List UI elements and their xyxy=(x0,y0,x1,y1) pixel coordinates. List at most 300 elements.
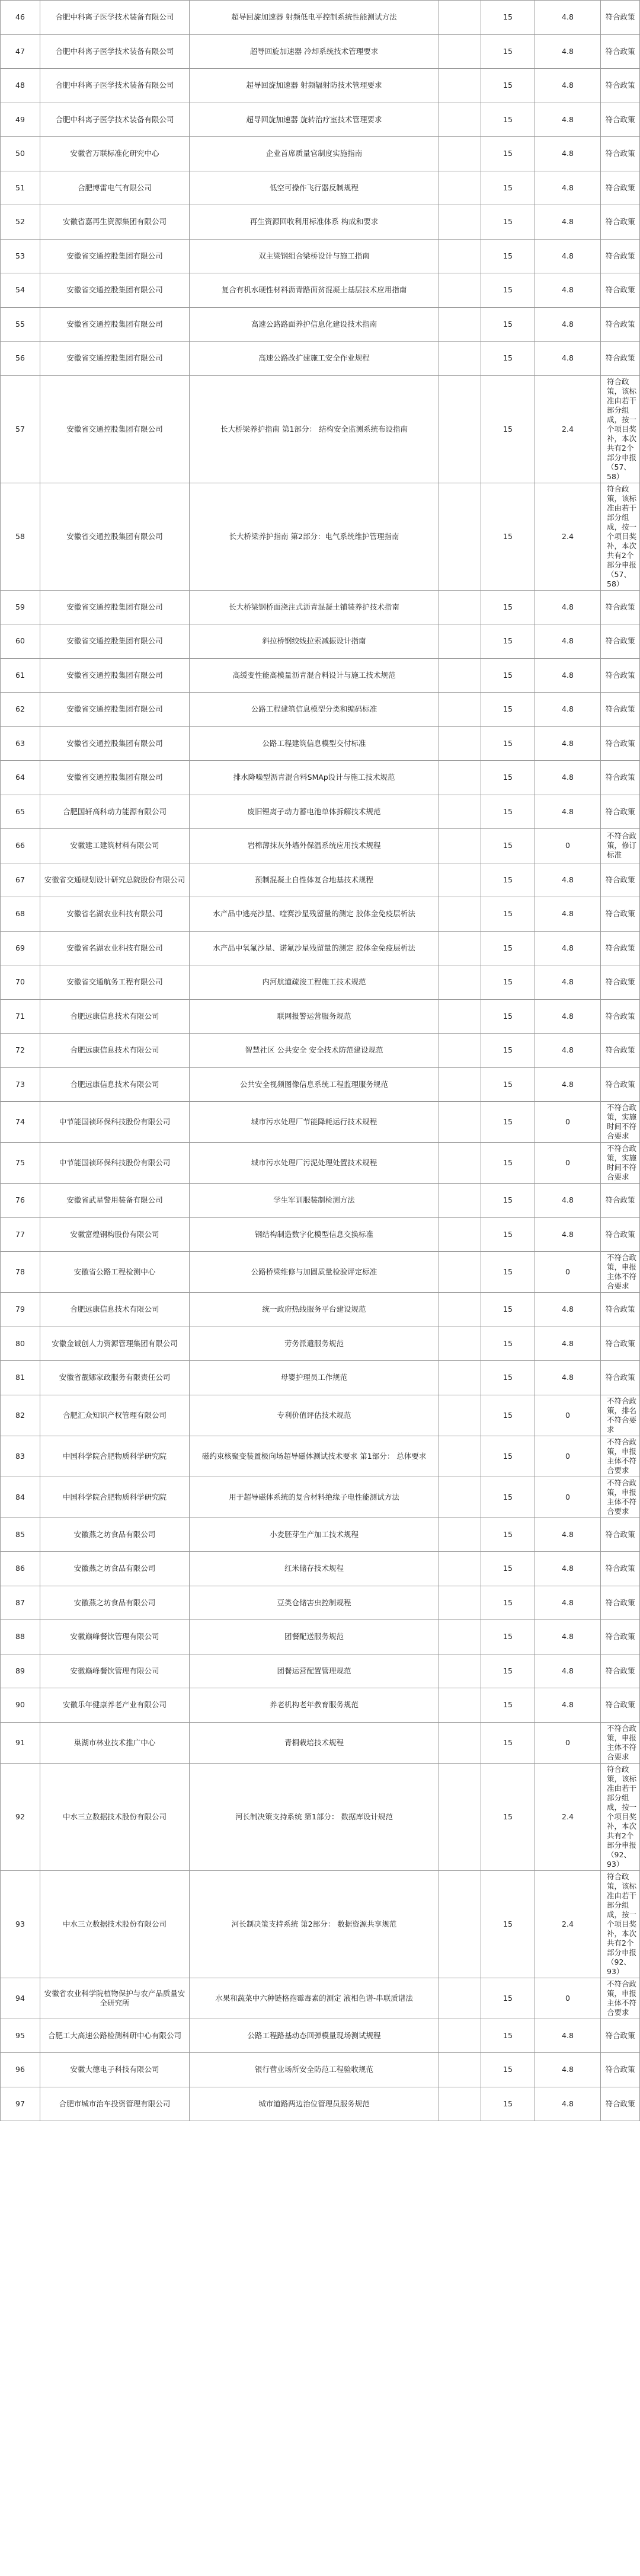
score-cell: 4.8 xyxy=(535,1293,601,1327)
row-number: 74 xyxy=(1,1102,40,1143)
score-cell: 0 xyxy=(535,1252,601,1293)
score-cell: 4.8 xyxy=(535,1,601,35)
score-cell: 4.8 xyxy=(535,205,601,240)
blank-cell xyxy=(439,1102,481,1143)
row-number: 97 xyxy=(1,2087,40,2121)
result-cell: 不符合政策，实施时间不符合要求 xyxy=(601,1143,640,1184)
years-cell: 15 xyxy=(481,1395,535,1436)
result-cell: 符合政策 xyxy=(601,1184,640,1218)
blank-cell xyxy=(439,171,481,205)
row-number: 61 xyxy=(1,658,40,693)
result-cell: 符合政策 xyxy=(601,1688,640,1723)
result-cell: 符合政策 xyxy=(601,624,640,659)
table-row xyxy=(1,1,640,35)
years-cell: 15 xyxy=(481,307,535,342)
years-cell: 15 xyxy=(481,375,535,483)
table-row xyxy=(1,1870,640,1978)
blank-cell xyxy=(439,795,481,829)
result-cell: 不符合政策，申报主体不符合要求 xyxy=(601,1978,640,2019)
org-cell: 安徽省名湖农业科技有限公司 xyxy=(40,897,190,932)
blank-cell xyxy=(439,307,481,342)
blank-cell xyxy=(439,1252,481,1293)
result-cell: 不符合政策，实施时间不符合要求 xyxy=(601,1102,640,1143)
table-row xyxy=(1,1654,640,1688)
result-cell: 符合政策 xyxy=(601,1586,640,1620)
org-cell: 中水三立数据技术股份有限公司 xyxy=(40,1763,190,1870)
score-cell: 4.8 xyxy=(535,307,601,342)
result-cell: 不符合政策，排名不符合要求 xyxy=(601,1395,640,1436)
row-number: 70 xyxy=(1,965,40,1000)
table-row xyxy=(1,483,640,590)
table-row xyxy=(1,1067,640,1102)
blank-cell xyxy=(439,1688,481,1723)
result-cell: 符合政策 xyxy=(601,1361,640,1395)
row-number: 58 xyxy=(1,483,40,590)
org-cell: 安徽省嘉再生资源集团有限公司 xyxy=(40,205,190,240)
result-cell: 符合政策 xyxy=(601,307,640,342)
org-cell: 合肥汇众知识产权管理有限公司 xyxy=(40,1395,190,1436)
org-cell: 合肥市城市治车投资管理有限公司 xyxy=(40,2087,190,2121)
years-cell: 15 xyxy=(481,1,535,35)
blank-cell xyxy=(439,103,481,137)
score-cell: 4.8 xyxy=(535,137,601,171)
years-cell: 15 xyxy=(481,829,535,863)
row-number: 79 xyxy=(1,1293,40,1327)
standard-cell: 公路工程建筑信息模型分类和编码标准 xyxy=(190,693,439,727)
score-cell: 4.8 xyxy=(535,863,601,897)
org-cell: 安徽省农业科学院植物保护与农产品质量安全研究所 xyxy=(40,1978,190,2019)
standard-cell: 复合有机水硬性材料沥青路面贫混凝土基层技术应用指南 xyxy=(190,273,439,308)
result-cell: 不符合政策，申报主体不符合要求 xyxy=(601,1477,640,1517)
row-number: 71 xyxy=(1,999,40,1034)
result-cell: 符合政策 xyxy=(601,1327,640,1361)
org-cell: 安徽燕之坊食品有限公司 xyxy=(40,1517,190,1552)
table-row xyxy=(1,69,640,103)
years-cell: 15 xyxy=(481,897,535,932)
standard-cell: 小麦胚芽生产加工技术规程 xyxy=(190,1517,439,1552)
row-number: 48 xyxy=(1,69,40,103)
result-cell: 不符合政策，申报主体不符合要求 xyxy=(601,1436,640,1477)
table-row xyxy=(1,1517,640,1552)
score-cell: 4.8 xyxy=(535,1217,601,1252)
row-number: 95 xyxy=(1,2019,40,2053)
standard-cell: 高速公路路面养护信息化建设技术指南 xyxy=(190,307,439,342)
result-cell: 符合政策 xyxy=(601,2053,640,2087)
result-cell: 符合政策 xyxy=(601,103,640,137)
row-number: 52 xyxy=(1,205,40,240)
score-cell: 4.8 xyxy=(535,965,601,1000)
org-cell: 安徽省交通控股集团有限公司 xyxy=(40,624,190,659)
standard-cell: 企业首席质量官制度实施指南 xyxy=(190,137,439,171)
org-cell: 安徽省交通控股集团有限公司 xyxy=(40,375,190,483)
score-cell: 4.8 xyxy=(535,761,601,795)
row-number: 87 xyxy=(1,1586,40,1620)
standard-cell: 联网报警运营服务规范 xyxy=(190,999,439,1034)
blank-cell xyxy=(439,1361,481,1395)
blank-cell xyxy=(439,1552,481,1586)
org-cell: 安徽省交通控股集团有限公司 xyxy=(40,658,190,693)
table-row xyxy=(1,1395,640,1436)
score-cell: 4.8 xyxy=(535,931,601,965)
row-number: 77 xyxy=(1,1217,40,1252)
org-cell: 中节能国祯环保科技股份有限公司 xyxy=(40,1143,190,1184)
org-cell: 安徽省交通控股集团有限公司 xyxy=(40,590,190,624)
result-cell: 符合政策 xyxy=(601,761,640,795)
standard-cell: 城市污水处理厂节能降耗运行技术规程 xyxy=(190,1102,439,1143)
org-cell: 安徽省名湖农业科技有限公司 xyxy=(40,931,190,965)
years-cell: 15 xyxy=(481,171,535,205)
standard-cell: 岩棉薄抹灰外墙外保温系统应用技术规程 xyxy=(190,829,439,863)
org-cell: 合肥中科离子医学技术装备有限公司 xyxy=(40,69,190,103)
years-cell: 15 xyxy=(481,1722,535,1763)
row-number: 60 xyxy=(1,624,40,659)
standard-cell: 长大桥梁养护指南 第2部分：电气系统维护管理指南 xyxy=(190,483,439,590)
org-cell: 合肥中科离子医学技术装备有限公司 xyxy=(40,103,190,137)
score-cell: 4.8 xyxy=(535,103,601,137)
org-cell: 合肥工大高速公路检测科研中心有限公司 xyxy=(40,2019,190,2053)
standard-cell: 水产品中氧氟沙星、诺氟沙星残留量的测定 胶体金免疫层析法 xyxy=(190,931,439,965)
score-cell: 4.8 xyxy=(535,2053,601,2087)
blank-cell xyxy=(439,693,481,727)
row-number: 50 xyxy=(1,137,40,171)
score-cell: 2.4 xyxy=(535,375,601,483)
years-cell: 15 xyxy=(481,795,535,829)
score-cell: 0 xyxy=(535,1102,601,1143)
org-cell: 安徽建工建筑材料有限公司 xyxy=(40,829,190,863)
org-cell: 合肥远康信息技术有限公司 xyxy=(40,1034,190,1068)
org-cell: 合肥远康信息技术有限公司 xyxy=(40,999,190,1034)
score-cell: 4.8 xyxy=(535,2087,601,2121)
table-row xyxy=(1,307,640,342)
standard-cell: 学生军训服装制检测方法 xyxy=(190,1184,439,1218)
standard-cell: 团餐运营配置管理规范 xyxy=(190,1654,439,1688)
standard-cell: 双主梁钢组合梁桥设计与施工指南 xyxy=(190,239,439,273)
row-number: 66 xyxy=(1,829,40,863)
table-row xyxy=(1,1586,640,1620)
score-cell: 4.8 xyxy=(535,624,601,659)
org-cell: 安徽省交通控股集团有限公司 xyxy=(40,342,190,376)
blank-cell xyxy=(439,1620,481,1654)
blank-cell xyxy=(439,273,481,308)
table-row xyxy=(1,1477,640,1517)
row-number: 56 xyxy=(1,342,40,376)
org-cell: 中节能国祯环保科技股份有限公司 xyxy=(40,1102,190,1143)
result-cell: 符合政策 xyxy=(601,931,640,965)
score-cell: 4.8 xyxy=(535,273,601,308)
years-cell: 15 xyxy=(481,1763,535,1870)
row-number: 69 xyxy=(1,931,40,965)
table-row xyxy=(1,693,640,727)
standard-cell: 河长制决策支持系统 第2部分： 数据资源共享规范 xyxy=(190,1870,439,1978)
standard-cell: 城市污水处理厂污泥处理处置技术规程 xyxy=(190,1143,439,1184)
org-cell: 合肥中科离子医学技术装备有限公司 xyxy=(40,1,190,35)
result-cell: 符合政策 xyxy=(601,205,640,240)
org-cell: 中水三立数据技术股份有限公司 xyxy=(40,1870,190,1978)
blank-cell xyxy=(439,1477,481,1517)
years-cell: 15 xyxy=(481,1327,535,1361)
result-cell: 符合政策，该标准由若干部分组成，按一个项目奖补，本次共有2个部分申报（57、58） xyxy=(601,483,640,590)
org-cell: 安徽乐年健康养老产业有限公司 xyxy=(40,1688,190,1723)
score-cell: 0 xyxy=(535,1143,601,1184)
result-cell: 符合政策 xyxy=(601,590,640,624)
org-cell: 安徽省公路工程检测中心 xyxy=(40,1252,190,1293)
score-cell: 4.8 xyxy=(535,658,601,693)
table-row xyxy=(1,1361,640,1395)
years-cell: 15 xyxy=(481,761,535,795)
row-number: 83 xyxy=(1,1436,40,1477)
blank-cell xyxy=(439,1327,481,1361)
years-cell: 15 xyxy=(481,999,535,1034)
score-cell: 0 xyxy=(535,1978,601,2019)
years-cell: 15 xyxy=(481,1436,535,1477)
blank-cell xyxy=(439,1722,481,1763)
row-number: 47 xyxy=(1,34,40,69)
blank-cell xyxy=(439,931,481,965)
org-cell: 安徽省交通控股集团有限公司 xyxy=(40,307,190,342)
table-row xyxy=(1,829,640,863)
blank-cell xyxy=(439,375,481,483)
standard-cell: 用于超导磁体系统的复合材料绝缘子电性能测试方法 xyxy=(190,1477,439,1517)
table-row xyxy=(1,137,640,171)
standard-cell: 豆类仓储害虫控制规程 xyxy=(190,1586,439,1620)
standard-cell: 智慧社区 公共安全 安全技术防范建设规范 xyxy=(190,1034,439,1068)
result-cell: 不符合政策，申报主体不符合要求 xyxy=(601,1722,640,1763)
standard-cell: 母婴护理员工作规范 xyxy=(190,1361,439,1395)
years-cell: 15 xyxy=(481,693,535,727)
years-cell: 15 xyxy=(481,69,535,103)
table-row xyxy=(1,1436,640,1477)
row-number: 75 xyxy=(1,1143,40,1184)
years-cell: 15 xyxy=(481,1361,535,1395)
standard-cell: 养老机构老年教育服务规范 xyxy=(190,1688,439,1723)
blank-cell xyxy=(439,1067,481,1102)
table-row xyxy=(1,205,640,240)
blank-cell xyxy=(439,342,481,376)
standard-cell: 钢结构制造数字化模型信息交换标准 xyxy=(190,1217,439,1252)
score-cell: 4.8 xyxy=(535,1184,601,1218)
row-number: 73 xyxy=(1,1067,40,1102)
standard-cell: 专利价值评估技术规范 xyxy=(190,1395,439,1436)
blank-cell xyxy=(439,863,481,897)
table-body xyxy=(1,1,640,2121)
years-cell: 15 xyxy=(481,2087,535,2121)
result-cell: 符合政策 xyxy=(601,342,640,376)
standard-cell: 废旧锂离子动力蓄电池单体拆解技术规范 xyxy=(190,795,439,829)
standard-cell: 排水降噪型沥青混合料SMAp设计与施工技术规范 xyxy=(190,761,439,795)
blank-cell xyxy=(439,2087,481,2121)
row-number: 91 xyxy=(1,1722,40,1763)
score-cell: 0 xyxy=(535,1395,601,1436)
org-cell: 安徽省万联标准化研究中心 xyxy=(40,137,190,171)
years-cell: 15 xyxy=(481,2053,535,2087)
result-cell: 符合政策 xyxy=(601,1067,640,1102)
org-cell: 安徽燕之坊食品有限公司 xyxy=(40,1552,190,1586)
score-cell: 4.8 xyxy=(535,69,601,103)
blank-cell xyxy=(439,1,481,35)
table-row xyxy=(1,1688,640,1723)
standard-cell: 低空可操作飞行器反制规程 xyxy=(190,171,439,205)
org-cell: 安徽省交通控股集团有限公司 xyxy=(40,483,190,590)
result-cell: 符合政策 xyxy=(601,171,640,205)
org-cell: 合肥博雷电气有限公司 xyxy=(40,171,190,205)
years-cell: 15 xyxy=(481,342,535,376)
table-row xyxy=(1,590,640,624)
org-cell: 中国科学院合肥物质科学研究院 xyxy=(40,1477,190,1517)
years-cell: 15 xyxy=(481,1143,535,1184)
org-cell: 安徽省武星警用装备有限公司 xyxy=(40,1184,190,1218)
result-cell: 符合政策 xyxy=(601,795,640,829)
org-cell: 安徽燕之坊食品有限公司 xyxy=(40,1586,190,1620)
table-row xyxy=(1,1327,640,1361)
table-row xyxy=(1,1978,640,2019)
result-cell: 符合政策 xyxy=(601,273,640,308)
org-cell: 安徽省交通控股集团有限公司 xyxy=(40,239,190,273)
standard-cell: 再生资源回收利用标准体系 构成和要求 xyxy=(190,205,439,240)
standard-cell: 统一政府热线服务平台建设规范 xyxy=(190,1293,439,1327)
score-cell: 4.8 xyxy=(535,693,601,727)
result-cell: 不符合政策，修订标准 xyxy=(601,829,640,863)
table-row xyxy=(1,658,640,693)
blank-cell xyxy=(439,1034,481,1068)
score-cell: 4.8 xyxy=(535,1586,601,1620)
years-cell: 15 xyxy=(481,1552,535,1586)
result-cell: 符合政策 xyxy=(601,693,640,727)
table-row xyxy=(1,1763,640,1870)
years-cell: 15 xyxy=(481,931,535,965)
org-cell: 合肥远康信息技术有限公司 xyxy=(40,1293,190,1327)
blank-cell xyxy=(439,205,481,240)
result-cell: 符合政策 xyxy=(601,1620,640,1654)
table-row xyxy=(1,761,640,795)
org-cell: 巢湖市林业技术推广中心 xyxy=(40,1722,190,1763)
blank-cell xyxy=(439,658,481,693)
result-cell: 符合政策 xyxy=(601,1654,640,1688)
standard-cell: 超导回旋加速器 冷却系统技术管理要求 xyxy=(190,34,439,69)
result-cell: 符合政策 xyxy=(601,137,640,171)
blank-cell xyxy=(439,1395,481,1436)
standard-cell: 超导回旋加速器 射频低电平控制系统性能测试方法 xyxy=(190,1,439,35)
years-cell: 15 xyxy=(481,1688,535,1723)
row-number: 55 xyxy=(1,307,40,342)
score-cell: 4.8 xyxy=(535,1361,601,1395)
blank-cell xyxy=(439,483,481,590)
score-cell: 4.8 xyxy=(535,2019,601,2053)
result-cell: 符合政策 xyxy=(601,239,640,273)
table-row xyxy=(1,863,640,897)
table-row xyxy=(1,965,640,1000)
org-cell: 安徽富煌钢构股份有限公司 xyxy=(40,1217,190,1252)
years-cell: 15 xyxy=(481,1034,535,1068)
blank-cell xyxy=(439,965,481,1000)
row-number: 62 xyxy=(1,693,40,727)
row-number: 54 xyxy=(1,273,40,308)
score-cell: 4.8 xyxy=(535,1327,601,1361)
score-cell: 2.4 xyxy=(535,1763,601,1870)
score-cell: 4.8 xyxy=(535,726,601,761)
blank-cell xyxy=(439,1217,481,1252)
standard-cell: 公路工程路基动态回弹模量现场测试规程 xyxy=(190,2019,439,2053)
table-row xyxy=(1,897,640,932)
row-number: 89 xyxy=(1,1654,40,1688)
org-cell: 安徽省靓娜家政服务有限责任公司 xyxy=(40,1361,190,1395)
row-number: 94 xyxy=(1,1978,40,2019)
blank-cell xyxy=(439,137,481,171)
years-cell: 15 xyxy=(481,863,535,897)
row-number: 93 xyxy=(1,1870,40,1978)
score-cell: 0 xyxy=(535,1436,601,1477)
row-number: 81 xyxy=(1,1361,40,1395)
table-row xyxy=(1,103,640,137)
standard-cell: 红米储存技术规程 xyxy=(190,1552,439,1586)
result-cell: 不符合政策，申报主体不符合要求 xyxy=(601,1252,640,1293)
table-row xyxy=(1,1552,640,1586)
standard-cell: 水产品中逃亮沙星、喹赛沙星残留量的测定 胶体金免疫层析法 xyxy=(190,897,439,932)
standard-cell: 银行营业场所安全防范工程验收规范 xyxy=(190,2053,439,2087)
standard-cell: 公路工程建筑信息模型交付标准 xyxy=(190,726,439,761)
table-row xyxy=(1,2019,640,2053)
standard-cell: 长大桥梁钢桥面浇注式沥青混凝土铺装养护技术指南 xyxy=(190,590,439,624)
table-row xyxy=(1,726,640,761)
table-row xyxy=(1,999,640,1034)
standard-cell: 磁约束核聚变装置极向场超导磁体测试技术要求 第1部分： 总体要求 xyxy=(190,1436,439,1477)
row-number: 65 xyxy=(1,795,40,829)
org-cell: 安徽金诚创人力资源管理集团有限公司 xyxy=(40,1327,190,1361)
score-cell: 4.8 xyxy=(535,1654,601,1688)
org-cell: 安徽巅峰餐饮管理有限公司 xyxy=(40,1620,190,1654)
score-cell: 4.8 xyxy=(535,342,601,376)
years-cell: 15 xyxy=(481,1978,535,2019)
row-number: 49 xyxy=(1,103,40,137)
row-number: 57 xyxy=(1,375,40,483)
result-cell: 符合政策 xyxy=(601,34,640,69)
score-cell: 4.8 xyxy=(535,999,601,1034)
standard-cell: 公路桥梁维修与加固质量检验评定标准 xyxy=(190,1252,439,1293)
standard-cell: 劳务派遣服务规范 xyxy=(190,1327,439,1361)
table-row xyxy=(1,273,640,308)
org-cell: 安徽省交通规划设计研究总院股份有限公司 xyxy=(40,863,190,897)
years-cell: 15 xyxy=(481,1067,535,1102)
org-cell: 安徽省交通控股集团有限公司 xyxy=(40,761,190,795)
score-cell: 4.8 xyxy=(535,239,601,273)
table-row xyxy=(1,1620,640,1654)
years-cell: 15 xyxy=(481,1654,535,1688)
row-number: 92 xyxy=(1,1763,40,1870)
standard-cell: 河长制决策支持系统 第1部分： 数据库设计规范 xyxy=(190,1763,439,1870)
result-cell: 符合政策 xyxy=(601,2019,640,2053)
org-cell: 合肥国轩高科动力能源有限公司 xyxy=(40,795,190,829)
result-cell: 符合政策 xyxy=(601,2087,640,2121)
blank-cell xyxy=(439,1654,481,1688)
score-cell: 0 xyxy=(535,829,601,863)
years-cell: 15 xyxy=(481,624,535,659)
result-cell: 符合政策 xyxy=(601,863,640,897)
row-number: 88 xyxy=(1,1620,40,1654)
blank-cell xyxy=(439,897,481,932)
years-cell: 15 xyxy=(481,1252,535,1293)
blank-cell xyxy=(439,999,481,1034)
result-cell: 符合政策，该标准由若干部分组成，按一个项目奖补，本次共有2个部分申报（57、58） xyxy=(601,375,640,483)
score-cell: 4.8 xyxy=(535,1620,601,1654)
blank-cell xyxy=(439,1143,481,1184)
result-cell: 符合政策 xyxy=(601,1217,640,1252)
result-cell: 符合政策 xyxy=(601,1034,640,1068)
result-cell: 符合政策 xyxy=(601,999,640,1034)
table-row xyxy=(1,1102,640,1143)
table-row xyxy=(1,239,640,273)
result-cell: 符合政策 xyxy=(601,726,640,761)
score-cell: 4.8 xyxy=(535,897,601,932)
row-number: 64 xyxy=(1,761,40,795)
